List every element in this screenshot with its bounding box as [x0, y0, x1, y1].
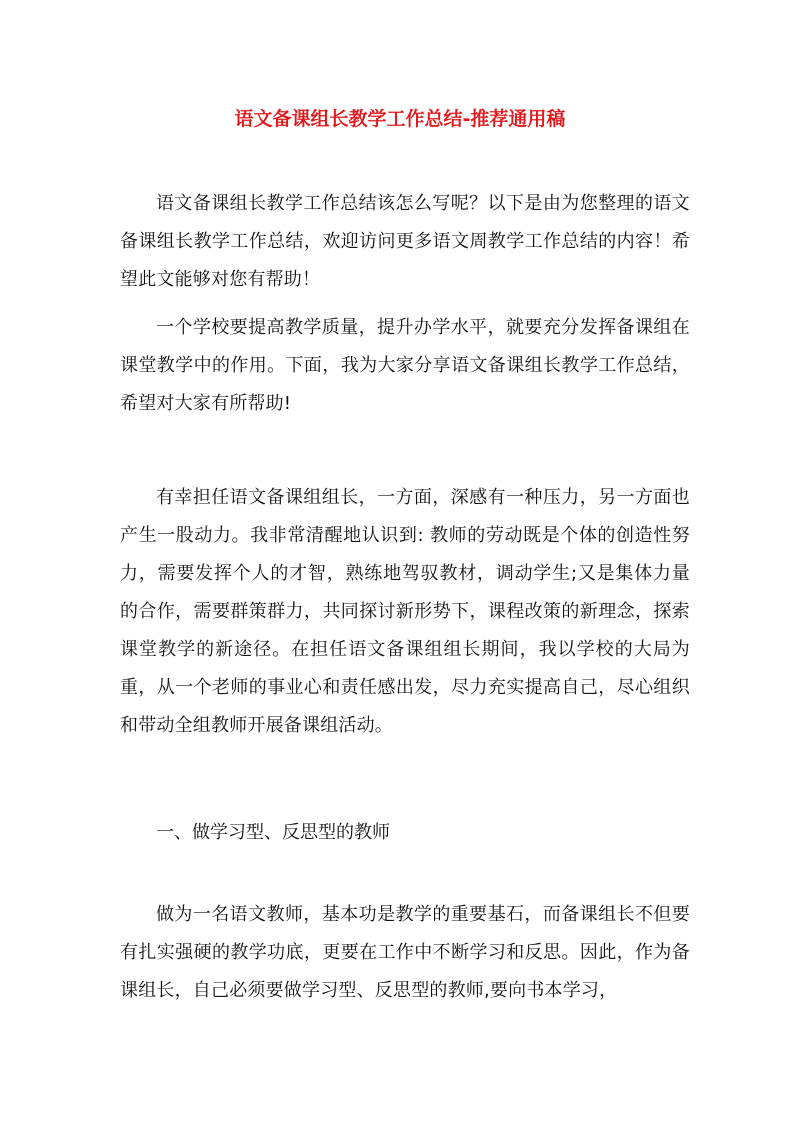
- intro-paragraph: 语文备课组长教学工作总结该怎么写呢？以下是由为您整理的语文备课组长教学工作总结，欢迎访问更多语文周教学工作总结的内容！希望此文能够对您有帮助！: [120, 193, 690, 290]
- section-paragraph: 做为一名语文教师，基本功是教学的重要基石，而备课组长不但要有扎实强硬的教学功底，更要在工作中不断学习和反思。因此，作为备课组长，自己必须要做学习型、反思型的教师,要向书本学习，: [120, 904, 690, 1001]
- document-title: 语文备课组长教学工作总结-推荐通用稿: [234, 108, 566, 130]
- section-heading: 一、做学习型、反思型的教师: [156, 822, 390, 843]
- reflection-paragraph: 有幸担任语文备课组组长，一方面，深感有一种压力，另一方面也产生一股动力。我非常清醒地认识到: 教师的劳动既是个体的创造性努力，需要发挥个人的才智，熟练地驾驭教材，调动学生;又是集体力量的合作，需要群策群力，共同探讨新形势下，课程改策的新理念，探索课堂教学的新途径。在担任语文备课组组长期间，我以学校的大局为重，从一个老师的事业心和责任感出发，尽力充实提高自己，尽心组织和带动全组教师开展备课组活动。: [120, 487, 690, 736]
- purpose-paragraph: 一个学校要提高教学质量，提升办学水平，就要充分发挥备课组在课堂教学中的作用。下面，我为大家分享语文备课组长教学工作总结，希望对大家有所帮助!: [120, 317, 690, 414]
